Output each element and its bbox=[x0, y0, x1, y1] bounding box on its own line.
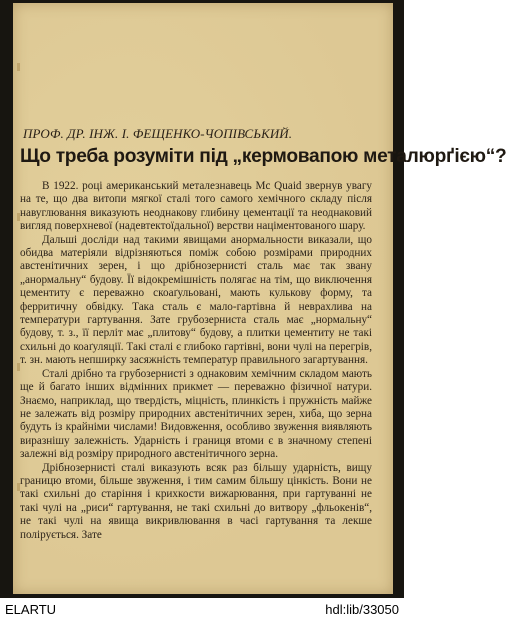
footer-handle-label: hdl:lib/33050 bbox=[325, 602, 399, 617]
article-title: Що треба розуміти під „кермовапою металюрґією“? bbox=[20, 146, 506, 167]
footer-source-label: ELARTU bbox=[5, 602, 57, 617]
paragraph: Сталі дрібно та грубозернисті з однаковим хемічним складом мають ще й багато інших відмінних прикмет — переважно фізичної натури. Знаємо, наприклад, що твердість, міцність, плинкість і пружність майже не залежать від розміру природних австенітичних зерен, хиба, що зерна будуть із крайніми числами! Видовження, особливо звуження виявляють виразнішу залежність. Ударність і границя втоми є в значному степені залежні від розміру природного австенітичного зерна. bbox=[20, 367, 372, 461]
footer-bar bbox=[0, 600, 404, 620]
binding-mark bbox=[17, 63, 20, 71]
paragraph: Дрібнозернисті сталі виказують всяк раз більшу ударність, вищу границю втоми, більше звуження, і тим самим більшу цінкість. Вони не такі схильні до старіння і крихкости вижарювання, при гартуванні не такі чулі на „риси“ гартування, не такі схильні до витвору „фльокенів“, не такі чулі на явища викривлювання в часі гартування та лекше полірується. Зате bbox=[20, 461, 372, 541]
paragraph: Дальші досліди над такими явищами анормальности виказали, що обидва матеріяли відрізняються поміж собою розмірами природних австенітичних зерен, і що дрібнозернисті сталь має так звану „анормальну“ будову. Її відокремішність полягає на тім, що виключення цементиту є переважно скоаґульовані, мають кулькову форму, та ферритичну обвідку. Така сталь є мало-гартівна й неврахлива на температури гартування. Зате грубозерниста сталь має „нормальну“ будову, т. з., її перліт має „плитову“ будову, а плитки цементиту не такі схильні до коаґуляції. Такі сталі є глибоко гартівні, вони чулі на перегрів, т. зн. мають непширку засяжність температур правильного загартування. bbox=[20, 233, 372, 367]
article-body bbox=[20, 180, 372, 542]
paragraph: В 1922. році американський металезнавець Mc Quaid звернув увагу на те, що два витопи мягкої сталі того самого хемічного складу після навуглювання виказують неоднакову глибину цементації та неоднаковий вигляд поверхневої (надевтектоїдальної) верстви націментованого шару. bbox=[20, 180, 372, 233]
author-line: ПРОФ. ДР. ІНЖ. І. ФЕЩЕНКО-ЧОПІВСЬКИЙ. bbox=[23, 126, 293, 141]
